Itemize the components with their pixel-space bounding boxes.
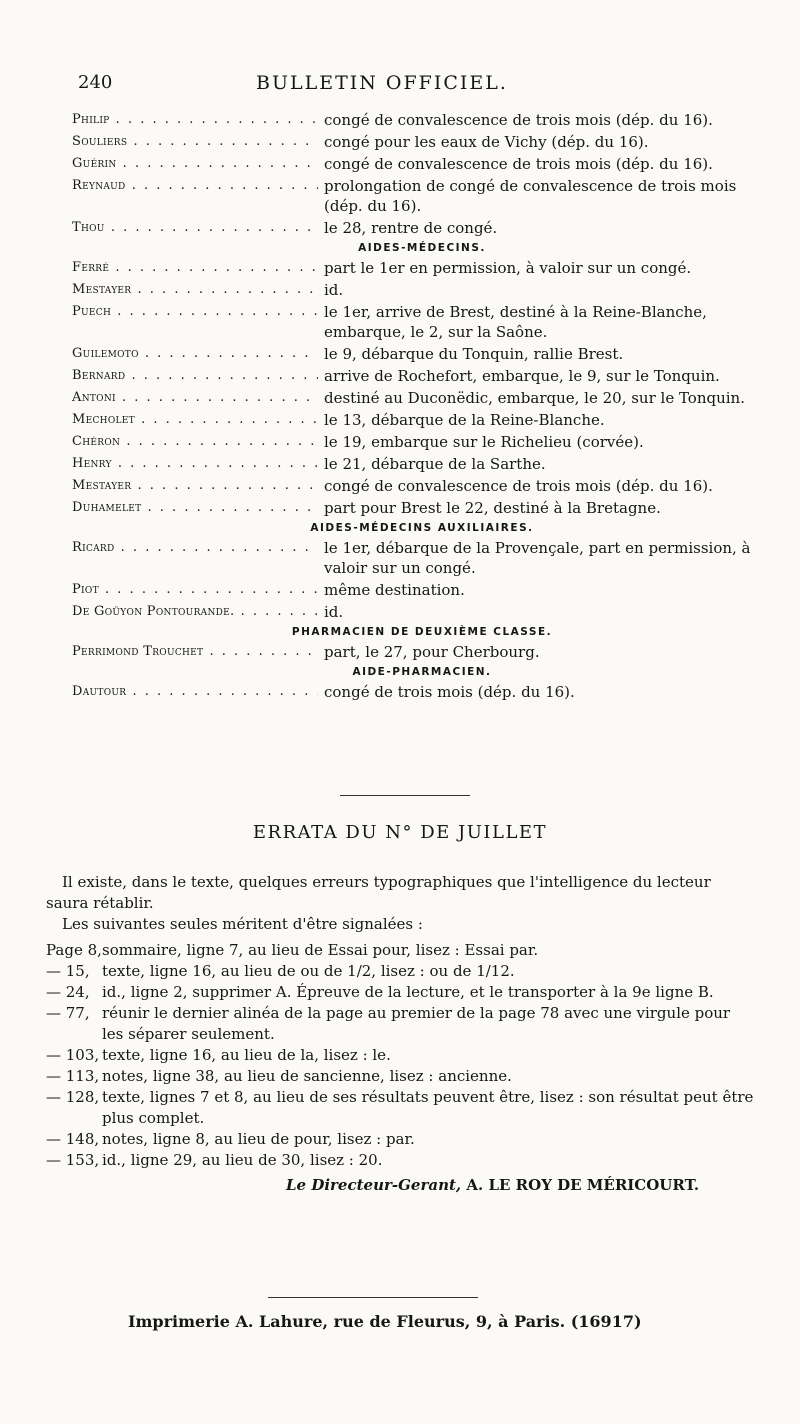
errata-page: — 103, [46,1046,100,1064]
person-name: De Goüyon Pontourande. . . . [72,602,318,622]
list-item [72,258,772,278]
errata-page: — 148, [46,1130,100,1148]
separator-rule [340,795,470,796]
errata-page: Page 8, [46,941,102,959]
person-status: congé pour les eaux de Vichy (dép. du 16). [324,133,649,151]
person-status: congé de convalescence de trois mois (dép. du 16). [324,477,713,495]
person-status: le 9, débarque du Tonquin, rallie Brest. [324,345,624,363]
errata-text: notes, ligne 8, au lieu de pour, lisez : par. [102,1130,415,1148]
list-item [72,366,772,386]
person-name: Guilemoto . . . [72,344,318,364]
list-item [72,280,772,300]
errata-text: notes, ligne 38, au lieu de sancienne, lisez : ancienne. [102,1067,512,1085]
errata-item [46,940,756,961]
errata-text: texte, ligne 16, au lieu de ou de 1/2, lisez : ou de 1/12. [102,962,515,980]
list-item [72,110,772,130]
person-name: Ricard . . . [72,538,318,578]
person-name: Guérin . . . [72,154,318,174]
errata-page: — 77, [46,1004,90,1022]
person-name: Mestayer . . . [72,280,318,300]
errata-item [46,961,756,982]
person-name: Mecholet . . . [72,410,318,430]
errata-text: texte, lignes 7 et 8, au lieu de ses résultats peuvent être, lisez : son résultat peut être plus complet. [102,1088,754,1127]
list-item [72,498,772,518]
person-status: prolongation de congé de convalescence de trois mois (dép. du 16). [324,177,737,215]
section-heading: AIDE-PHARMACIEN. [352,666,492,678]
person-status: arrive de Rochefort, embarque, le 9, sur le Tonquin. [324,367,720,385]
list-item [72,580,772,600]
list-item [72,218,772,238]
signature-name: A. LE ROY DE MÉRICOURT. [466,1176,700,1194]
list-item [72,132,772,152]
person-status: id. [324,281,344,299]
signature-role: Le Directeur-Gerant, [286,1176,462,1194]
errata-text: sommaire, ligne 7, au lieu de Essai pour, lisez : Essai par. [102,941,539,959]
page-number: 240 [78,72,113,93]
person-status: congé de convalescence de trois mois (dép. du 16). [324,155,713,173]
errata-text: réunir le dernier alinéa de la page au premier de la page 78 avec une virgule pour les séparer seulement. [102,1004,731,1043]
person-status: le 28, rentre de congé. [324,219,498,237]
running-title: BULLETIN OFFICIEL. [256,72,508,94]
list-item [72,602,772,622]
errata-item [46,1129,756,1150]
list-item [72,154,772,174]
imprint-line: Imprimerie A. Lahure, rue de Fleurus, 9, à Paris. (16917) [128,1312,642,1331]
person-status: même destination. [324,581,465,599]
section-heading: AIDES-MÉDECINS AUXILIAIRES. [310,522,534,534]
person-name: Dautour . . . [72,682,318,702]
person-name: Chéron . . . [72,432,318,452]
page-header [78,72,768,102]
person-name: Antoni . . . [72,388,318,408]
person-status: part pour Brest le 22, destiné à la Bretagne. [324,499,661,517]
list-item [72,476,772,496]
person-name: Philip . . . [72,110,318,130]
errata-text: texte, ligne 16, au lieu de la, lisez : le. [102,1046,391,1064]
person-status: le 19, embarque sur le Richelieu (corvée). [324,433,644,451]
person-status: part le 1er en permission, à valoir sur un congé. [324,259,692,277]
personnel-list [72,110,772,704]
separator-rule [268,1297,478,1298]
list-item [72,682,772,702]
errata-item [46,982,756,1003]
errata-page: — 153, [46,1151,100,1169]
person-status: le 13, débarque de la Reine-Blanche. [324,411,605,429]
section-heading: PHARMACIEN DE DEUXIÈME CLASSE. [291,626,553,638]
errata-intro-2: Les suivantes seules méritent d'être signalées : [62,915,423,933]
list-item [72,538,772,578]
person-name: Henry . . . [72,454,318,474]
person-status: part, le 27, pour Cherbourg. [324,643,540,661]
person-name: Duhamelet . . . [72,498,318,518]
list-item [72,454,772,474]
person-name: Reynaud . . . [72,176,318,216]
person-name: Bernard . . . [72,366,318,386]
person-name: Perrimond Trouchet . . . [72,642,318,662]
person-status: le 1er, débarque de la Provençale, part en permission, à valoir sur un congé. [324,539,751,577]
errata-item [46,1045,756,1066]
person-name: Souliers . . . [72,132,318,152]
list-item [72,642,772,662]
errata-item [46,1003,756,1045]
person-status: id. [324,603,344,621]
errata-item [46,1087,756,1129]
list-item [72,432,772,452]
errata-title: ERRATA DU N° DE JUILLET [252,822,548,843]
errata-page: — 113, [46,1067,100,1085]
person-status: le 1er, arrive de Brest, destiné à la Reine-Blanche, embarque, le 2, sur la Saône. [324,303,707,341]
list-item [72,176,772,216]
errata-text: id., ligne 2, supprimer A. Épreuve de la lecture, et le transporter à la 9e ligne B. [102,983,714,1001]
person-status: congé de trois mois (dép. du 16). [324,683,575,701]
list-item [72,410,772,430]
errata-intro: Il existe, dans le texte, quelques erreurs typographiques que l'intelligence du lecteur saura rétablir. [46,873,711,912]
errata-page: — 15, [46,962,90,980]
person-status: le 21, débarque de la Sarthe. [324,455,546,473]
errata-list [46,940,756,1171]
errata-item [46,1150,756,1171]
person-name: Mestayer . . . [72,476,318,496]
person-status: destiné au Duconëdic, embarque, le 20, sur le Tonquin. [324,389,745,407]
list-item [72,388,772,408]
person-name: Puech . . . [72,302,318,342]
errata-page: — 24, [46,983,90,1001]
list-item [72,344,772,364]
person-name: Thou . . . [72,218,318,238]
errata-page: — 128, [46,1088,100,1106]
person-name: Ferré . . . [72,258,318,278]
list-item [72,302,772,342]
section-heading: AIDES-MÉDECINS. [358,242,486,254]
errata-item [46,1066,756,1087]
errata-text: id., ligne 29, au lieu de 30, lisez : 20. [102,1151,383,1169]
person-status: congé de convalescence de trois mois (dép. du 16). [324,111,713,129]
signature [286,1176,699,1194]
person-name: Piot . . . [72,580,318,600]
